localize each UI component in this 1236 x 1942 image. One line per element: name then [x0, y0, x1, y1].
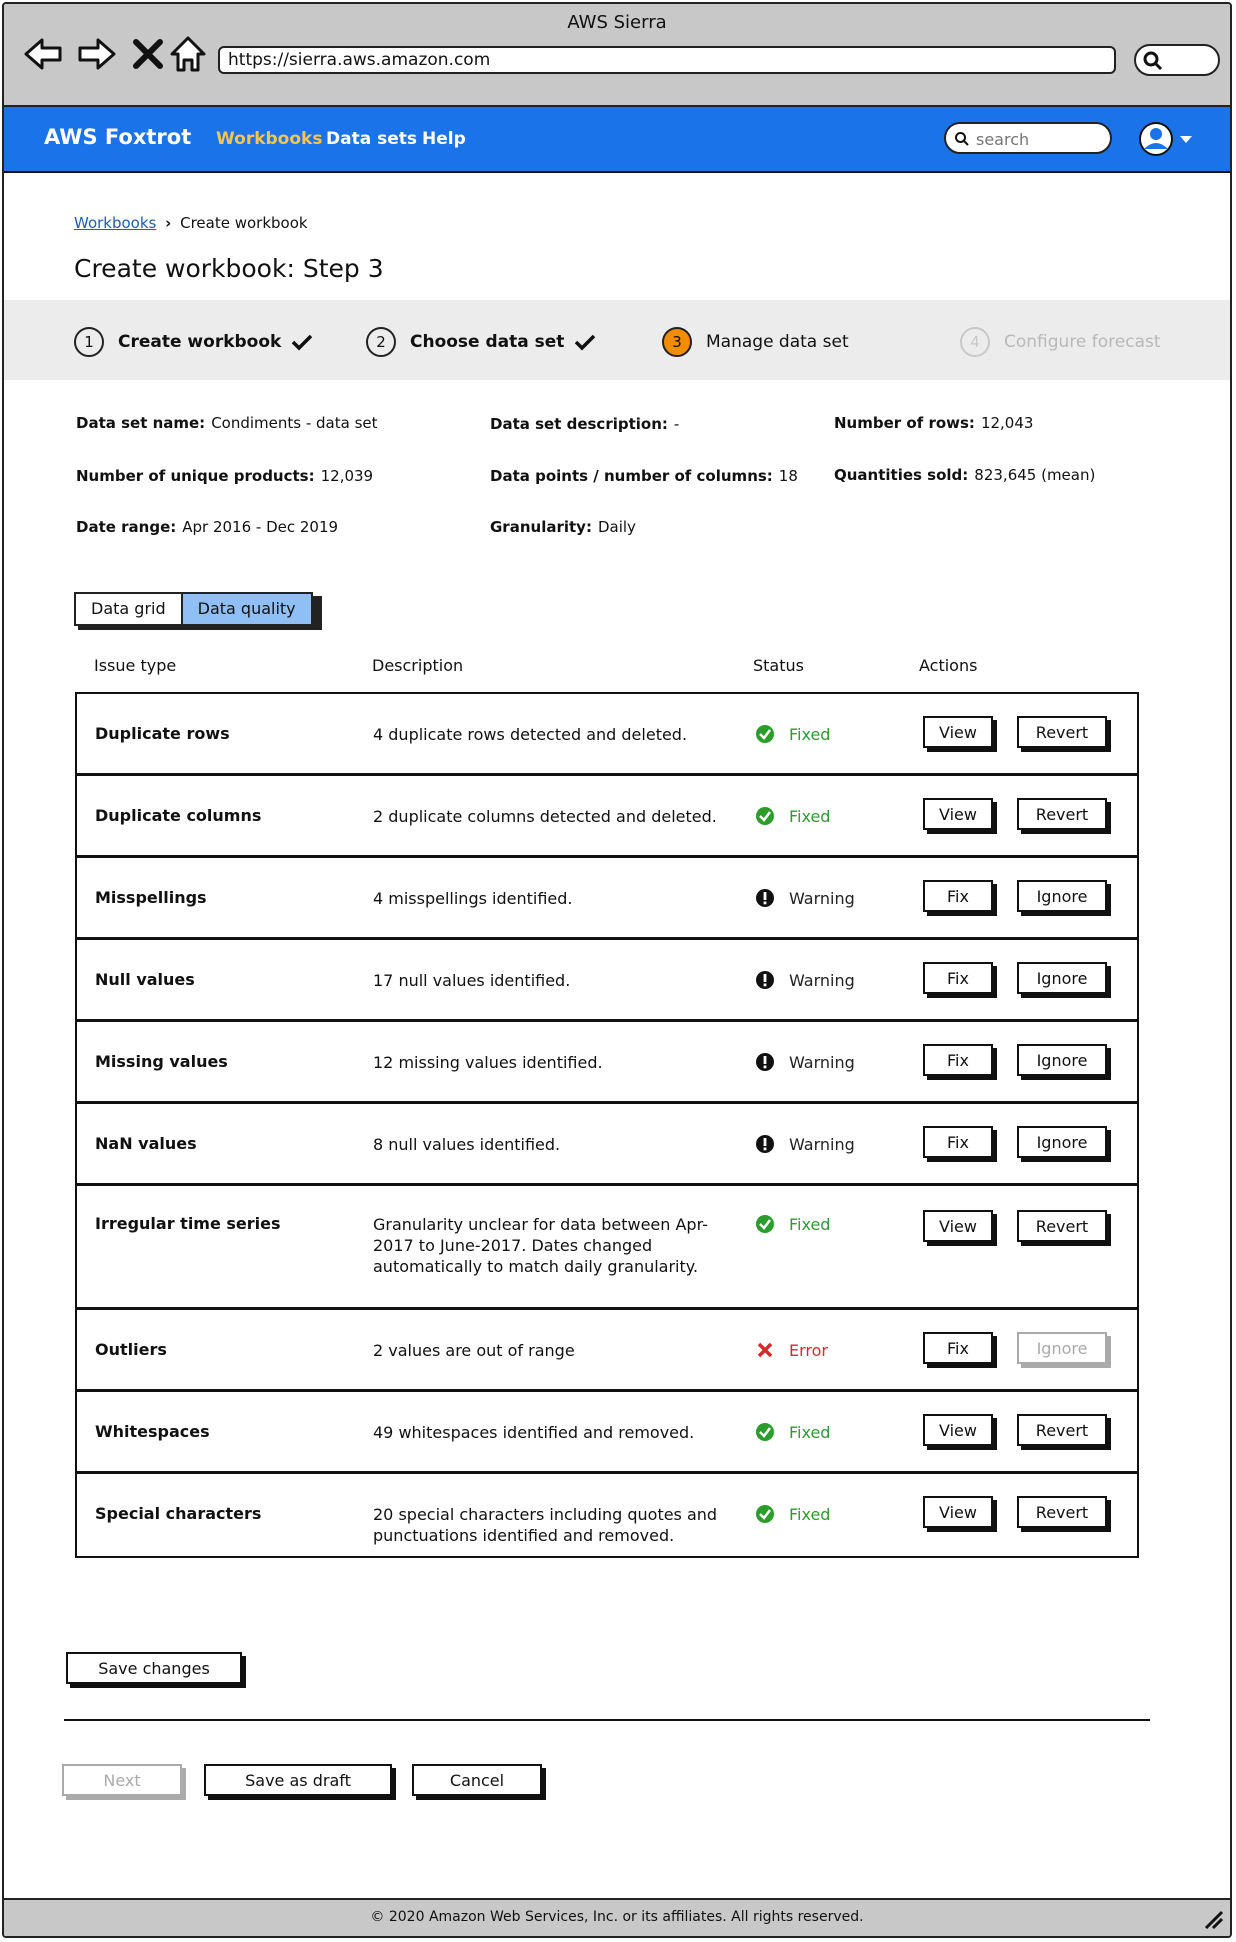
status-text: Warning	[789, 1134, 855, 1154]
step-1[interactable]	[74, 326, 313, 358]
meta-quantities: Quantities sold: 823,645 (mean)	[834, 466, 1096, 484]
ignore-button[interactable]: Ignore	[1017, 1044, 1107, 1076]
warning-icon	[755, 1134, 775, 1154]
issue-description: 8 null values identified.	[373, 1135, 561, 1154]
search-icon	[1142, 50, 1164, 72]
cancel-button[interactable]: Cancel	[412, 1764, 542, 1796]
table-row	[77, 1022, 1137, 1104]
tab-data-grid[interactable]: Data grid	[74, 592, 183, 626]
revert-button[interactable]: Revert	[1017, 1414, 1107, 1446]
revert-button[interactable]: Revert	[1017, 798, 1107, 830]
status-badge	[755, 1052, 855, 1072]
issue-type: NaN values	[95, 1134, 197, 1153]
table-row	[77, 858, 1137, 940]
fix-button[interactable]: Fix	[923, 880, 993, 912]
status-text: Fixed	[789, 806, 831, 826]
user-menu[interactable]	[1136, 119, 1200, 159]
check-circle-icon	[755, 1422, 775, 1442]
warning-icon	[755, 970, 775, 990]
status-badge	[755, 1340, 828, 1360]
column-header-description: Description	[372, 656, 464, 675]
view-button[interactable]: View	[923, 716, 993, 748]
step-number: 3	[662, 327, 692, 357]
data-quality-table	[75, 692, 1139, 1558]
tab-data-quality[interactable]: Data quality	[183, 592, 313, 626]
error-x-icon	[755, 1340, 775, 1360]
page-title: Create workbook: Step 3	[74, 254, 384, 283]
status-text: Fixed	[789, 724, 831, 744]
issue-description: 49 whitespaces identified and removed.	[373, 1423, 695, 1442]
next-button[interactable]: Next	[62, 1764, 182, 1796]
issue-description: 4 misspellings identified.	[373, 889, 573, 908]
table-row	[77, 940, 1137, 1022]
meta-date-range: Date range: Apr 2016 - Dec 2019	[76, 518, 339, 536]
view-button[interactable]: View	[923, 1210, 993, 1242]
status-badge	[755, 888, 855, 908]
wizard-steps	[4, 300, 1230, 380]
warning-icon	[755, 888, 775, 908]
window-title: AWS Sierra	[567, 12, 667, 33]
issue-type: Special characters	[95, 1504, 262, 1523]
issue-description: 2 duplicate columns detected and deleted.	[373, 807, 717, 826]
home-icon[interactable]	[166, 32, 210, 76]
search-input[interactable]	[974, 128, 1104, 150]
table-row	[77, 1186, 1137, 1310]
status-text: Fixed	[789, 1214, 831, 1234]
check-circle-icon	[755, 1504, 775, 1524]
warning-icon	[755, 1052, 775, 1072]
status-badge	[755, 724, 830, 744]
status-badge	[755, 1504, 830, 1524]
column-header-actions: Actions	[919, 656, 978, 675]
browser-chrome	[4, 4, 1230, 107]
table-row	[77, 1474, 1137, 1556]
step-number: 4	[960, 327, 990, 357]
status-text: Fixed	[789, 1504, 831, 1524]
step-label: Manage data set	[706, 332, 849, 352]
issue-description: Granularity unclear for data between Apr-2017 to June-2017. Dates changed automatically to match daily granularity.	[373, 1215, 708, 1276]
fix-button[interactable]: Fix	[923, 1332, 993, 1364]
status-text: Warning	[789, 888, 855, 908]
issue-type: Whitespaces	[95, 1422, 210, 1441]
ignore-button[interactable]: Ignore	[1017, 1126, 1107, 1158]
column-header-status: Status	[753, 656, 804, 675]
status-badge	[755, 1214, 830, 1234]
table-row	[77, 1104, 1137, 1186]
stop-icon[interactable]	[126, 32, 170, 76]
footer	[4, 1898, 1230, 1936]
step-label: Choose data set	[410, 332, 565, 352]
breadcrumb	[74, 214, 308, 232]
nav-data-sets[interactable]: Data sets	[326, 129, 417, 149]
browser-search-field[interactable]	[1134, 44, 1220, 76]
view-button[interactable]: View	[923, 1414, 993, 1446]
check-circle-icon	[755, 724, 775, 744]
save-changes-button[interactable]: Save changes	[66, 1652, 242, 1684]
divider	[64, 1719, 1150, 1721]
meta-points: Data points / number of columns: 18	[490, 467, 798, 485]
meta-rows: Number of rows: 12,043	[834, 414, 1034, 432]
copyright-text: © 2020 Amazon Web Services, Inc. or its affiliates. All rights reserved.	[370, 1909, 864, 1925]
table-row	[77, 1310, 1137, 1392]
step-label: Configure forecast	[1004, 332, 1161, 352]
column-header-issue-type: Issue type	[94, 656, 177, 675]
back-arrow-icon[interactable]	[22, 32, 66, 76]
check-circle-icon	[755, 1214, 775, 1234]
table-row	[77, 694, 1137, 776]
nav-workbooks[interactable]: Workbooks	[216, 129, 323, 149]
issue-type: Missing values	[95, 1052, 228, 1071]
status-text: Error	[789, 1340, 828, 1360]
table-row	[77, 1392, 1137, 1474]
status-text: Fixed	[789, 1422, 831, 1442]
tab-bar	[74, 592, 313, 626]
breadcrumb-workbooks-link[interactable]: Workbooks	[74, 214, 157, 232]
step-3[interactable]	[662, 326, 849, 358]
step-4	[960, 326, 1161, 358]
app-header	[4, 107, 1230, 173]
issue-type: Outliers	[95, 1340, 167, 1359]
status-text: Warning	[789, 970, 855, 990]
issue-description: 20 special characters including quotes and punctuations identified and removed.	[373, 1505, 718, 1545]
status-badge	[755, 1422, 830, 1442]
issue-type: Irregular time series	[95, 1214, 281, 1233]
revert-button[interactable]: Revert	[1017, 1210, 1107, 1242]
fix-button[interactable]: Fix	[923, 1044, 993, 1076]
chevron-right-icon: ›	[165, 214, 172, 232]
issue-description: 17 null values identified.	[373, 971, 571, 990]
meta-name: Data set name: Condiments - data set	[76, 414, 378, 432]
browser-window	[2, 2, 1232, 1938]
fix-button[interactable]: Fix	[923, 962, 993, 994]
revert-button[interactable]: Revert	[1017, 716, 1107, 748]
issue-description: 2 values are out of range	[373, 1341, 575, 1360]
view-button[interactable]: View	[923, 1496, 993, 1528]
save-as-draft-button[interactable]: Save as draft	[204, 1764, 392, 1796]
resize-handle-icon[interactable]	[1202, 1908, 1224, 1930]
issue-description: 12 missing values identified.	[373, 1053, 603, 1072]
forward-arrow-icon[interactable]	[74, 32, 118, 76]
step-label: Create workbook	[118, 332, 282, 352]
status-text: Warning	[789, 1052, 855, 1072]
revert-button[interactable]: Revert	[1017, 1496, 1107, 1528]
status-badge	[755, 1134, 855, 1154]
brand-logo[interactable]: AWS Foxtrot	[44, 125, 192, 149]
checkmark-icon	[574, 333, 596, 351]
meta-description: Data set description: -	[490, 415, 680, 433]
status-badge	[755, 970, 855, 990]
table-row	[77, 776, 1137, 858]
issue-type: Null values	[95, 970, 195, 989]
issue-type: Duplicate rows	[95, 724, 230, 743]
fix-button[interactable]: Fix	[923, 1126, 993, 1158]
meta-granularity: Granularity: Daily	[490, 518, 636, 536]
status-badge	[755, 806, 830, 826]
issue-type: Misspellings	[95, 888, 207, 907]
check-circle-icon	[755, 806, 775, 826]
view-button[interactable]: View	[923, 798, 993, 830]
address-bar[interactable]: https://sierra.aws.amazon.com	[218, 46, 1116, 74]
step-number: 2	[366, 327, 396, 357]
breadcrumb-current: Create workbook	[180, 214, 308, 232]
step-2[interactable]	[366, 326, 596, 358]
search-icon	[954, 131, 970, 147]
nav-help[interactable]: Help	[422, 129, 466, 149]
step-number: 1	[74, 327, 104, 357]
ignore-button[interactable]: Ignore	[1017, 1332, 1107, 1364]
ignore-button[interactable]: Ignore	[1017, 880, 1107, 912]
ignore-button[interactable]: Ignore	[1017, 962, 1107, 994]
app-search[interactable]	[944, 122, 1112, 154]
issue-type: Duplicate columns	[95, 806, 262, 825]
issue-description: 4 duplicate rows detected and deleted.	[373, 725, 688, 744]
meta-products: Number of unique products: 12,039	[76, 467, 374, 485]
checkmark-icon	[291, 333, 313, 351]
